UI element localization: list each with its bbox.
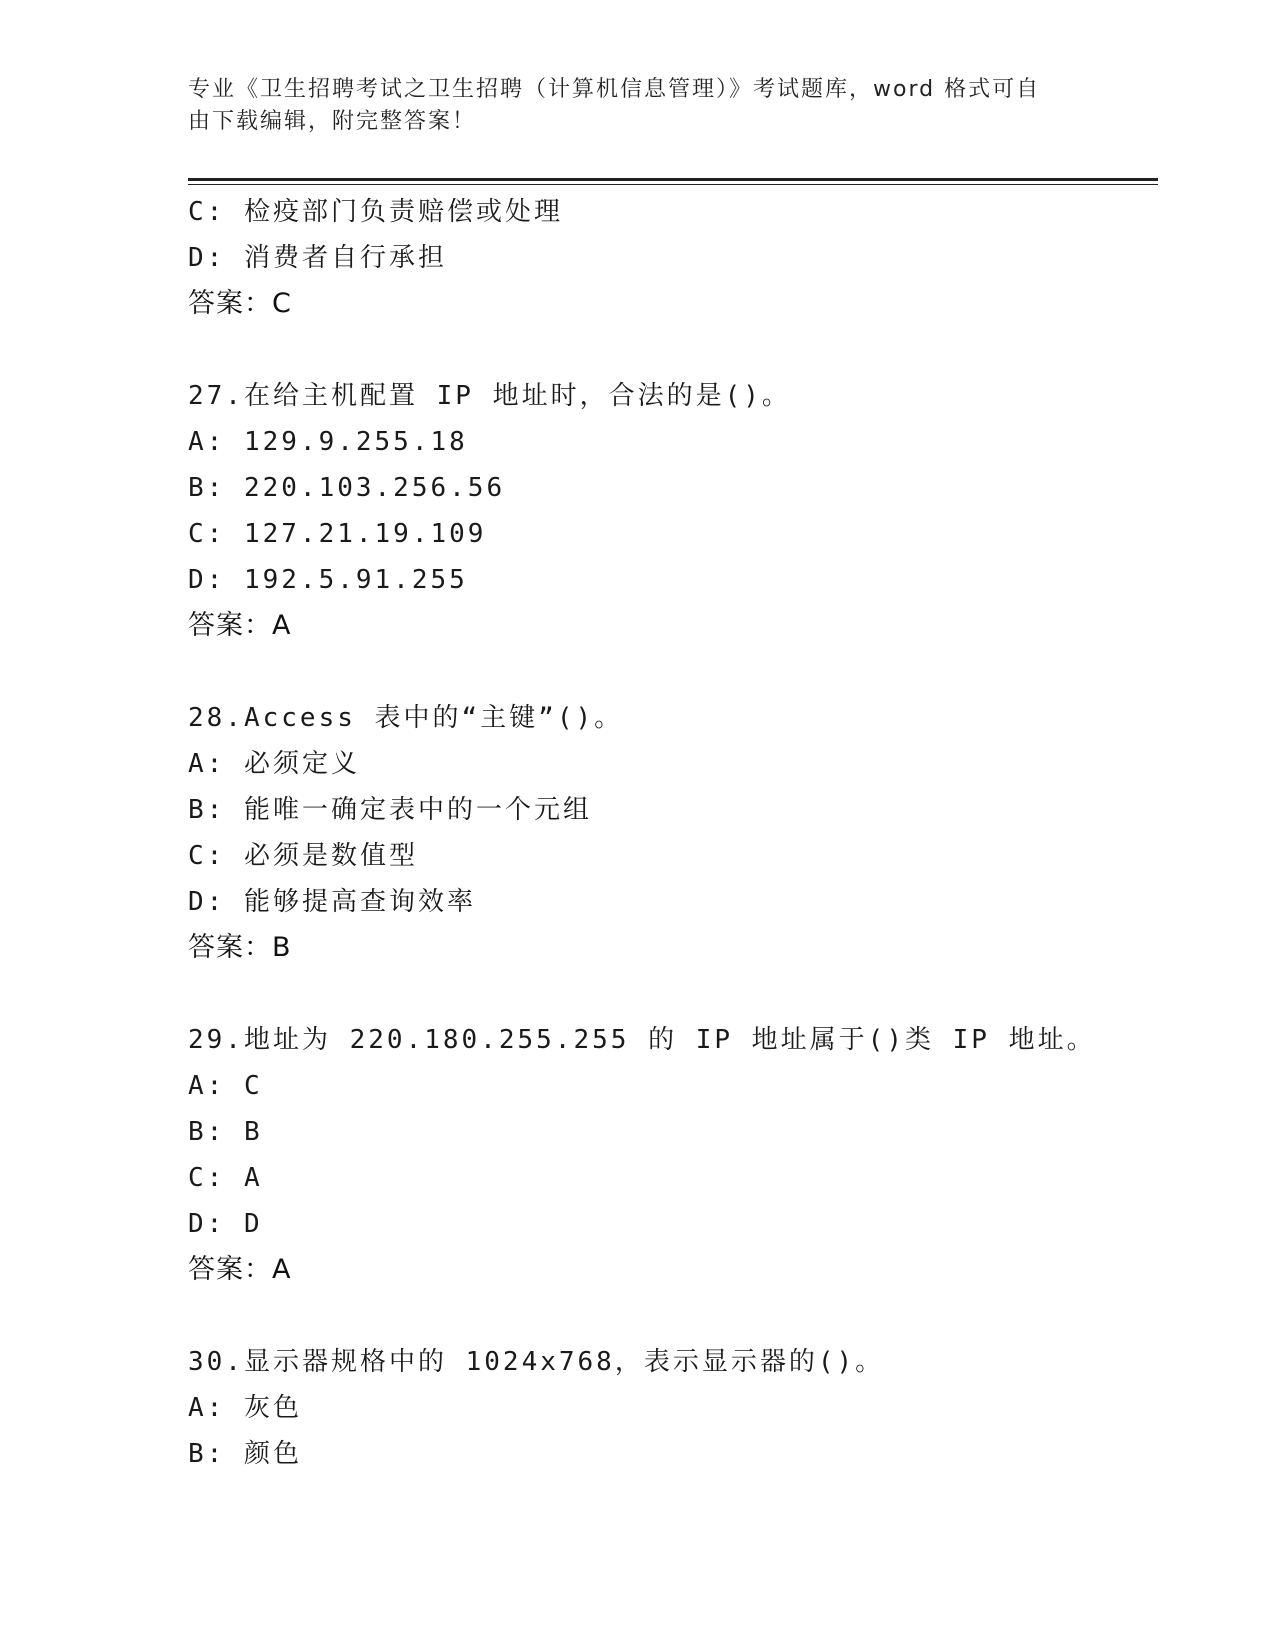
option-d: D: 能够提高查询效率 (188, 887, 476, 917)
answer: 答案：A (188, 610, 292, 641)
question-27 (188, 373, 1168, 649)
option-c: C: 必须是数值型 (188, 841, 418, 871)
option-c: C: 127.21.19.109 (188, 519, 487, 549)
question-stem: 27.在给主机配置 IP 地址时，合法的是()。 (188, 381, 791, 411)
question-30 (188, 1339, 1168, 1477)
option-a: A: 灰色 (188, 1393, 302, 1423)
answer: 答案：A (188, 1254, 292, 1285)
option-b: B: B (188, 1117, 263, 1147)
answer: 答案：B (188, 932, 292, 963)
document-header (188, 74, 1088, 138)
option-b: B: 220.103.256.56 (188, 473, 506, 503)
option-d: D: 192.5.91.255 (188, 565, 468, 595)
header-rule-thin (188, 184, 1158, 185)
option-a: A: C (188, 1071, 263, 1101)
header-line-2: 由下载编辑，附完整答案！ (188, 109, 477, 134)
question-29 (188, 1017, 1168, 1293)
prev-question (188, 189, 1168, 327)
header-line-1: 专业《卫生招聘考试之卫生招聘（计算机信息管理）》考试题库，word 格式可自 (188, 77, 1041, 102)
option-c: C: A (188, 1163, 263, 1193)
option-c: C: 检疫部门负责赔偿或处理 (188, 197, 563, 227)
answer: 答案：C (188, 288, 292, 319)
option-d: D: D (188, 1209, 263, 1239)
header-rule-thick (188, 178, 1158, 181)
option-a: A: 必须定义 (188, 749, 360, 779)
option-b: B: 颜色 (188, 1439, 302, 1469)
question-stem: 28.Access 表中的“主键”()。 (188, 703, 624, 733)
question-28 (188, 695, 1168, 971)
option-d: D: 消费者自行承担 (188, 243, 447, 273)
option-b: B: 能唯一确定表中的一个元组 (188, 795, 592, 825)
question-stem: 30.显示器规格中的 1024x768，表示显示器的()。 (188, 1347, 885, 1377)
question-list (188, 189, 1168, 1477)
option-a: A: 129.9.255.18 (188, 427, 468, 457)
question-stem: 29.地址为 220.180.255.255 的 IP 地址属于()类 IP 地址。 (188, 1025, 1096, 1055)
